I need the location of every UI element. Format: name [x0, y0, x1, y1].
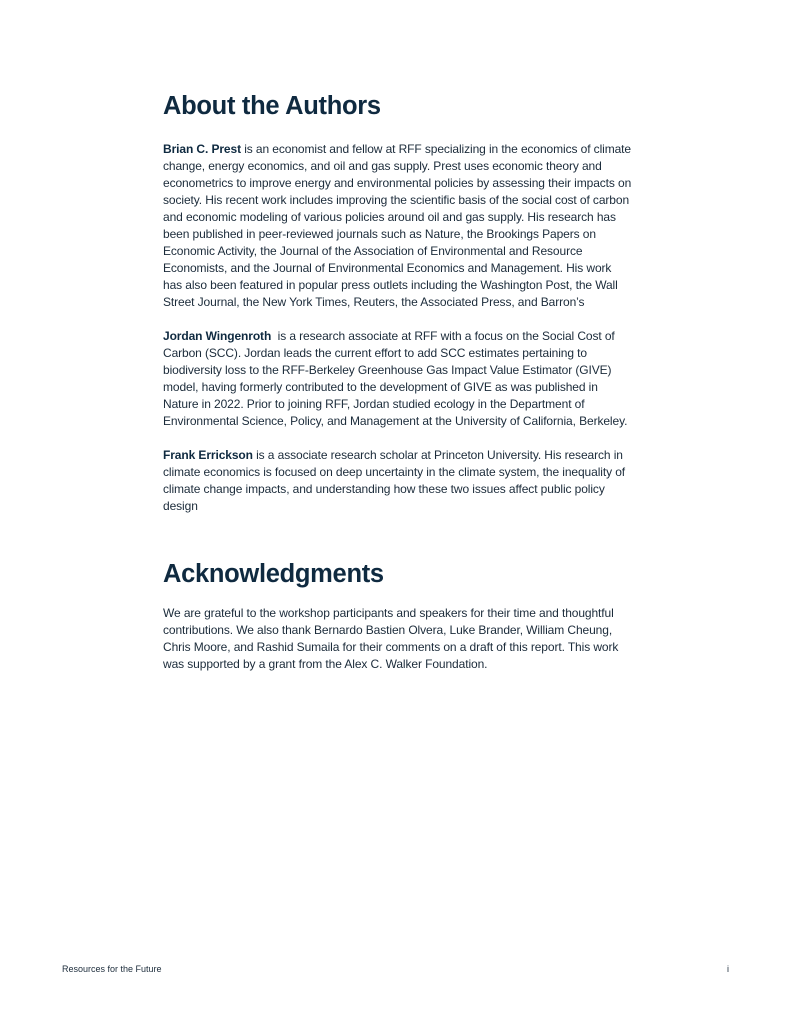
author-name: Frank Errickson	[163, 448, 253, 462]
acknowledgments-heading: Acknowledgments	[163, 560, 384, 588]
about-authors-section	[163, 88, 633, 515]
author-bio-errickson	[163, 447, 633, 515]
footer-organization: Resources for the Future	[62, 964, 162, 974]
author-name: Jordan Wingenroth	[163, 329, 272, 343]
page-number: i	[727, 964, 729, 974]
about-authors-heading: About the Authors	[163, 92, 381, 120]
author-bio-text: is a associate research scholar at Princeton University. His research in climate economics is focused on deep uncertainty in the climate system, the inequality of climate change impacts, and understanding how these two issues affect public policy design	[163, 448, 626, 513]
author-name: Brian C. Prest	[163, 142, 241, 156]
author-bio-text: is an economist and fellow at RFF specializing in the economics of climate change, energy economics, and oil and gas supply. Prest uses economic theory and econometrics to improve energy and environmental policies by assessing their impacts on society. His recent work includes improving the scientific basis of the social cost of carbon and economic modeling of various policies around oil and gas supply. His research has been published in peer-reviewed journals such as Nature, the Brookings Papers on Economic Activity, the Journal of the Association of Environmental and Resource Economists, and the Journal of Environmental Economics and Management. His work has also been featured in popular press outlets including the Washington Post, the Wall Street Journal, the New York Times, Reuters, the Associated Press, and Barron’s	[163, 142, 632, 309]
page-footer	[62, 962, 729, 976]
acknowledgments-section	[163, 556, 633, 673]
page-content	[163, 88, 633, 690]
author-bio-prest	[163, 141, 633, 311]
acknowledgments-text: We are grateful to the workshop participants and speakers for their time and thoughtful contributions. We also thank Bernardo Bastien Olvera, Luke Brander, William Cheung, Chris Moore, and Rashid Sumaila for their comments on a draft of this report. This work was supported by a grant from the Alex C. Walker Foundation.	[163, 606, 619, 671]
author-bio-text: is a research associate at RFF with a focus on the Social Cost of Carbon (SCC). Jordan leads the current effort to add SCC estimates pertaining to biodiversity loss to the RFF-Berkeley Greenhouse Gas Impact Value Estimator (GIVE) model, having formerly contributed to the development of GIVE as was published in Nature in 2022. Prior to joining RFF, Jordan studied ecology in the Department of Environmental Science, Policy, and Management at the University of California, Berkeley.	[163, 329, 628, 428]
author-bio-wingenroth	[163, 328, 633, 430]
